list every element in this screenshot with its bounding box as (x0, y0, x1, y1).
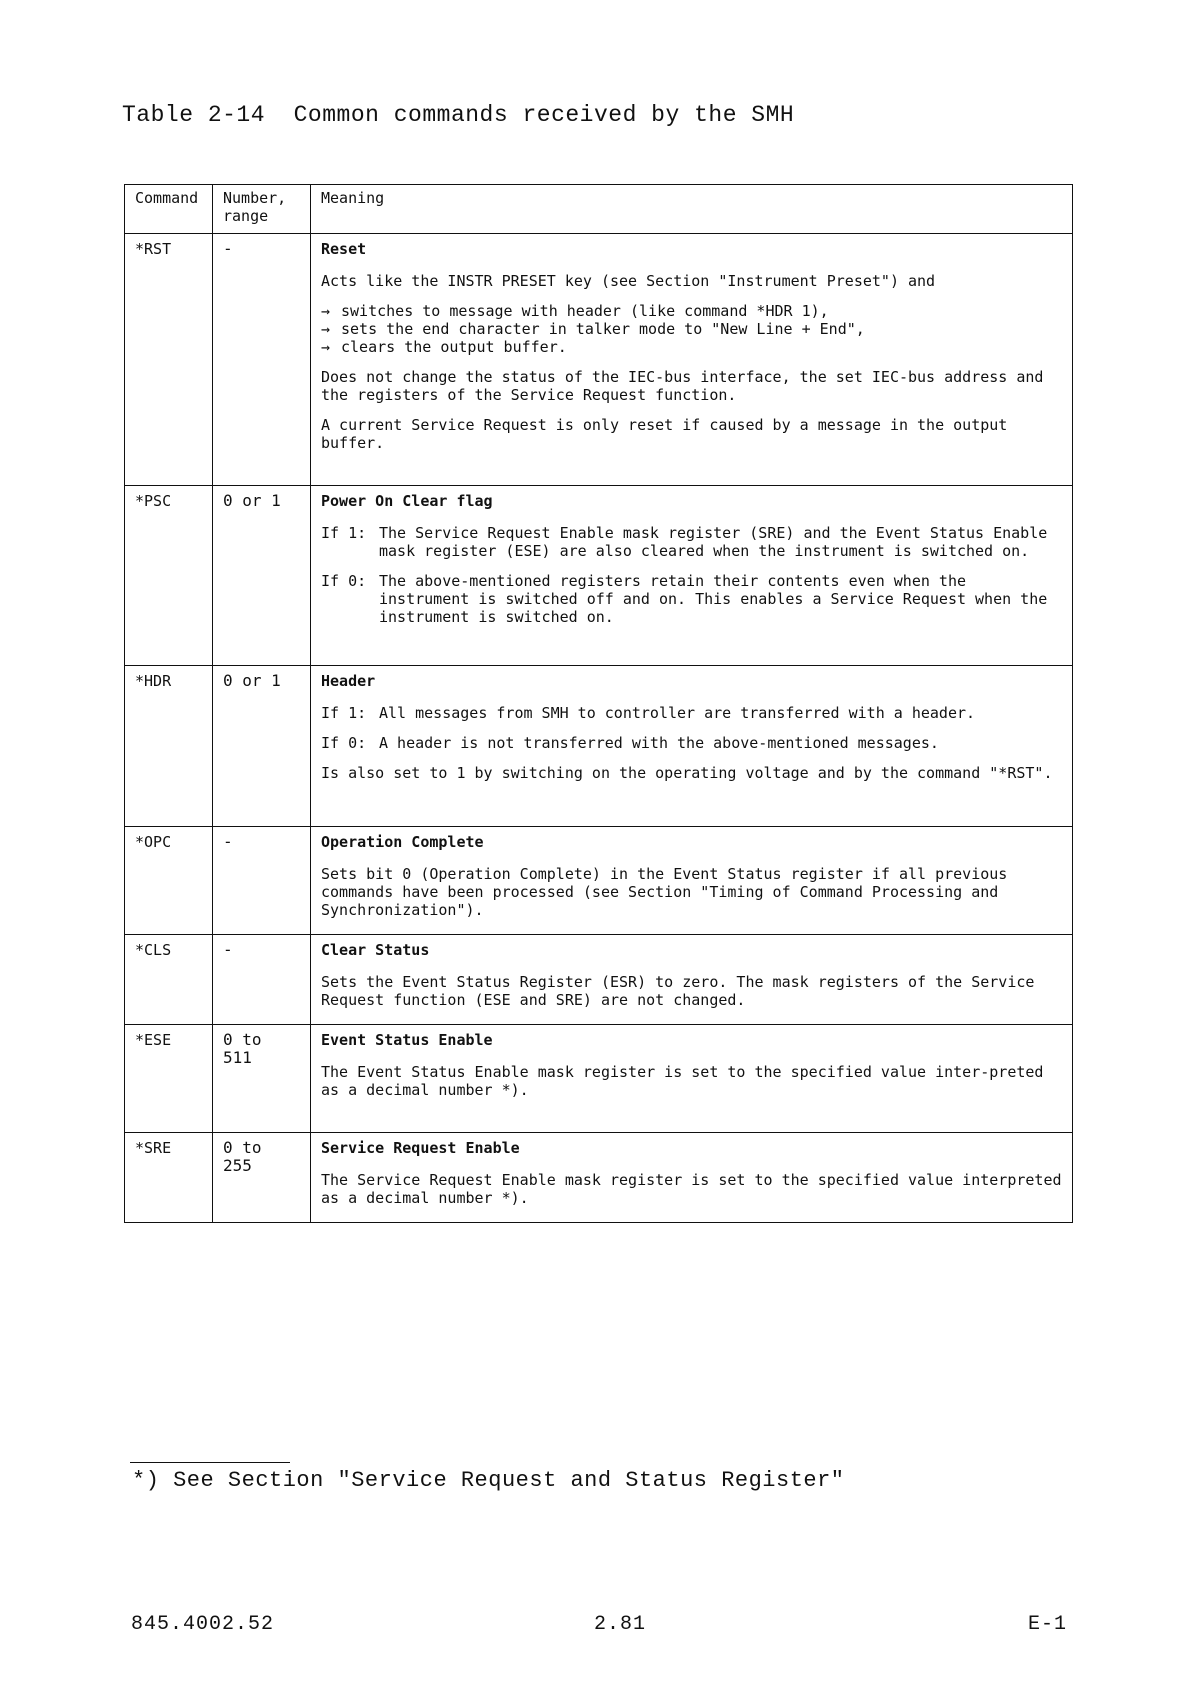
meaning-text: A current Service Request is only reset if caused by a message in the output buffer. (321, 416, 1008, 452)
range-cell: 0 to 255 (213, 1133, 311, 1223)
command-cell: *PSC (125, 486, 213, 666)
meaning-text: Sets bit 0 (Operation Complete) in the Event Status register if all previous commands have been processed (see Section "Timing of Command Processing and Synchronization"). (321, 865, 1008, 919)
meaning-text: The Event Status Enable mask register is set to the specified value inter-preted as a decimal number *). (321, 1063, 1044, 1099)
list-item: → clears the output buffer. (321, 338, 567, 356)
table-header-row (125, 185, 1073, 234)
meaning-cell (311, 1133, 1073, 1223)
table-row (125, 827, 1073, 935)
header-meaning: Meaning (311, 185, 1073, 234)
meaning-heading: Power On Clear flag (321, 492, 493, 510)
command-cell: *RST (125, 234, 213, 486)
range-cell: 0 or 1 (213, 666, 311, 827)
table-row (125, 234, 1073, 486)
meaning-cell (311, 1025, 1073, 1133)
condition-if-0: If 0: The above-mentioned registers retain their contents even when the instrument is switched off and on. This enables a Service Request when the instrument is switched on. (321, 572, 1048, 626)
footnote-rule (130, 1462, 290, 1463)
table-title: Table 2-14 Common commands received by the SMH (122, 102, 795, 128)
command-cell: *SRE (125, 1133, 213, 1223)
arrow-icon: → (321, 338, 331, 356)
meaning-heading: Event Status Enable (321, 1031, 493, 1049)
list-item: → sets the end character in talker mode to "New Line + End", (321, 320, 865, 338)
meaning-text: The Service Request Enable mask register is set to the specified value interpreted as a decimal number *). (321, 1171, 1062, 1207)
edition-label: E-1 (1028, 1613, 1068, 1636)
commands-table (124, 184, 1073, 1223)
condition-if-1: If 1: All messages from SMH to controller are transferred with a header. (321, 704, 976, 722)
table-row (125, 1025, 1073, 1133)
document-number: 845.4002.52 (131, 1613, 275, 1636)
meaning-text: Sets the Event Status Register (ESR) to zero. The mask registers of the Service Request function (ESE and SRE) are not changed. (321, 973, 1035, 1009)
command-cell: *CLS (125, 935, 213, 1025)
list-item: → switches to message with header (like command *HDR 1), (321, 302, 829, 320)
condition-if-0: If 0: A header is not transferred with the above-mentioned messages. (321, 734, 939, 752)
meaning-heading: Operation Complete (321, 833, 484, 851)
range-cell: - (213, 234, 311, 486)
condition-if-1: If 1: The Service Request Enable mask register (SRE) and the Event Status Enable mask register (ESE) are also cleared when the instrument is switched on. (321, 524, 1048, 560)
table-row (125, 1133, 1073, 1223)
command-cell: *HDR (125, 666, 213, 827)
meaning-heading: Header (321, 672, 376, 690)
meaning-cell (311, 234, 1073, 486)
table-row (125, 666, 1073, 827)
table-row (125, 935, 1073, 1025)
command-cell: *ESE (125, 1025, 213, 1133)
meaning-heading: Service Request Enable (321, 1139, 520, 1157)
page-number: 2.81 (594, 1613, 647, 1636)
footnote: *) See Section "Service Request and Status Register" (132, 1468, 845, 1493)
arrow-icon: → (321, 320, 331, 338)
table-row (125, 486, 1073, 666)
meaning-cell (311, 486, 1073, 666)
meaning-heading: Reset (321, 240, 367, 258)
range-cell: 0 to 511 (213, 1025, 311, 1133)
bullet-list (321, 302, 1062, 356)
arrow-icon: → (321, 302, 331, 320)
meaning-heading: Clear Status (321, 941, 430, 959)
range-cell: 0 or 1 (213, 486, 311, 666)
meaning-cell (311, 666, 1073, 827)
meaning-cell (311, 935, 1073, 1025)
header-command: Command (125, 185, 213, 234)
command-cell: *OPC (125, 827, 213, 935)
meaning-cell (311, 827, 1073, 935)
meaning-text: Acts like the INSTR PRESET key (see Section "Instrument Preset") and (321, 272, 936, 290)
range-cell: - (213, 827, 311, 935)
meaning-text: Is also set to 1 by switching on the operating voltage and by the command "*RST". (321, 764, 1053, 782)
header-number-range: Number, range (213, 185, 311, 234)
range-cell: - (213, 935, 311, 1025)
meaning-text: Does not change the status of the IEC-bus interface, the set IEC-bus address and the registers of the Service Request function. (321, 368, 1044, 404)
